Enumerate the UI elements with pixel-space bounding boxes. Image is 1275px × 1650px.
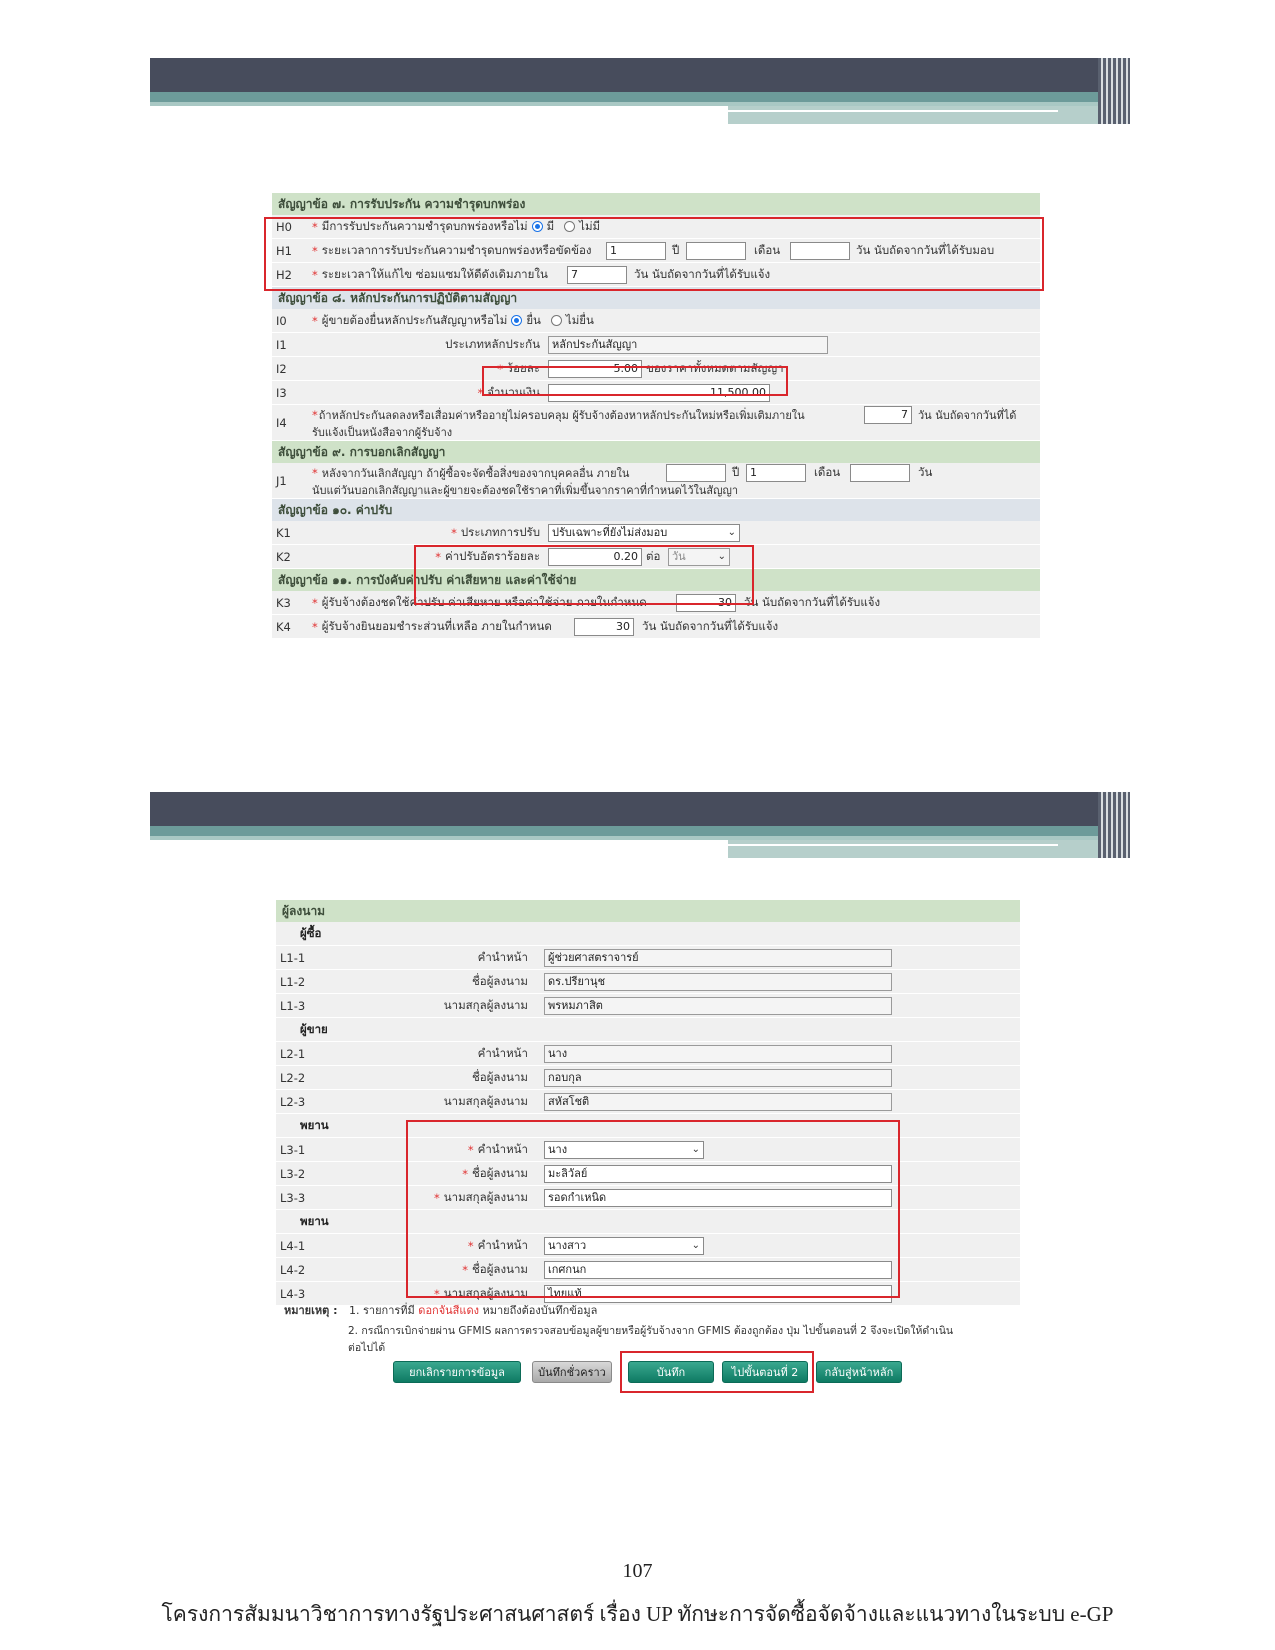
remark-2-cont: ต่อไปได้ [348,1342,386,1354]
row-l2-3 [276,1090,1020,1114]
buyer-lastname-field: พรหมภาสิต [544,997,892,1015]
row-code: K3 [276,595,291,610]
section-10-penalty: สัญญาข้อ ๑๐. ค่าปรับ [272,499,1040,521]
row-l3-1: L3-1 * คำนำหน้า นาง ⌄ [276,1138,1020,1162]
group-title: ผู้ซื้อ [300,925,322,940]
field-label: ร้อยละ [506,360,540,375]
penalty-payment-days-input[interactable]: 30 [676,594,736,612]
seller-firstname-field: กอบกุล [544,1069,892,1087]
save-draft-button[interactable]: บันทึกชั่วคราว [532,1361,612,1383]
field-label: ชื่อผู้ลงนาม [471,1069,528,1084]
field-label: คำนำหน้า [477,1045,528,1060]
field-label: ประเภทหลักประกัน [445,336,540,351]
radio-label: ไม่มี [579,218,601,233]
unit-label: วัน นับถัดจากวันที่ได้รับแจ้ง [744,594,881,609]
row-code: K1 [276,525,291,540]
field-label: จำนวนเงิน [487,384,540,399]
cancel-data-button[interactable]: ยกเลิกรายการข้อมูล [393,1361,521,1383]
row-j1: J1 * หลังจากวันเลิกสัญญา ถ้าผู้ซื้อจะจัดซื้อสิ่งของจากบุคคลอื่น ภายใน ปี 1 เดือน วัน นับแต่วันบอกเลิกสัญญาและผู้ขายจะต้องชดใช้ราคาที่เพิ่มขึ้นจากราคาที่กำหนดไว้ในสัญญา [272,463,1040,499]
row-l4-3: L4-3 * นามสกุลผู้ลงนาม ไทยแท้ [276,1282,1020,1306]
row-code: L4-1 [280,1238,306,1253]
select-value: วัน [672,549,686,563]
row-h1: H1 * ระยะเวลาการรับประกันความชำรุดบกพร่องหรือขัดข้อง 1 ปี เดือน วัน นับถัดจากวันที่ได้รับมอบ [272,239,1040,263]
witness1-prefix-select[interactable] [544,1141,704,1159]
field-label: ประเภทการปรับ [460,524,540,539]
section-11-enforcement: สัญญาข้อ ๑๑. การบังคับค่าปรับ ค่าเสียหาย และค่าใช้จ่าย [272,569,1040,591]
field-label: คำนำหน้า [477,1237,528,1252]
field-label: คำนำหน้า [477,949,528,964]
unit-label: ของราคาทั้งหมดตามสัญญา [646,360,784,375]
penalty-unit-select[interactable] [668,548,730,566]
remarks [284,1301,1024,1319]
row-code: I0 [276,313,287,328]
row-code: I4 [276,415,287,430]
witness1-firstname-input[interactable]: มะลิวัลย์ [544,1165,892,1183]
field-label: ระยะเวลาให้แก้ไข ซ่อมแซมให้ดีดังเดิมภายใน [321,266,548,281]
row-i0: I0 * ผู้ขายต้องยื่นหลักประกันสัญญาหรือไม่ ยื่น ไม่ยื่น [272,309,1040,333]
radio-label: ไม่ยื่น [565,312,594,327]
row-code: H1 [276,243,292,258]
field-label-cont: รับแจ้งเป็นหนังสือจากผู้รับจ้าง [312,426,453,439]
row-code: L1-3 [280,998,306,1013]
row-code: L3-2 [280,1166,306,1181]
chevron-down-icon: ⌄ [691,1143,700,1155]
row-l2-1 [276,1042,1020,1066]
witness2-prefix-select[interactable] [544,1237,704,1255]
group-witness-1 [276,1114,1020,1138]
row-k4: K4 * ผู้รับจ้างยินยอมชำระส่วนที่เหลือ ภายในกำหนด 30 วัน นับถัดจากวันที่ได้รับแจ้ง [272,615,1040,639]
row-code: K4 [276,619,291,634]
chevron-down-icon: ⌄ [691,1239,700,1251]
page-footer: โครงการสัมมนาวิชาการทางรัฐประศาสนศาสตร์ เรื่อง UP ทักษะการจัดซื้อจัดจ้างและแนวทางในระบบ e-GP [161,1602,1114,1626]
select-value: นาง [548,1142,568,1156]
row-i4: I4 * ถ้าหลักประกันลดลงหรือเสื่อมค่าหรืออายุไม่ครอบคลุม ผู้รับจ้างต้องหาหลักประกันใหม่หรือเพิ่มเติมภายใน 7 วัน นับถัดจากวันที่ได้ รับแจ้งเป็นหนังสือจากผู้รับจ้าง [272,405,1040,441]
section-7-warranty: สัญญาข้อ ๗. การรับประกัน ความชำรุดบกพร่อง [272,193,1040,215]
replace-days-input[interactable]: 7 [864,406,912,424]
row-code: I3 [276,385,287,400]
row-code: H2 [276,267,292,282]
select-value: นางสาว [548,1238,587,1252]
row-code: L3-1 [280,1142,306,1157]
row-code: L2-3 [280,1094,306,1109]
field-label: ชื่อผู้ลงนาม [471,1165,528,1180]
witness2-lastname-input[interactable]: ไทยแท้ [544,1285,892,1303]
slide-banner-bottom [150,792,1130,858]
row-code: L3-3 [280,1190,306,1205]
group-title: พยาน [300,1117,329,1132]
radio-guarantee-yes[interactable] [511,315,522,326]
field-label: ชื่อผู้ลงนาม [471,1261,528,1276]
row-code: L2-1 [280,1046,306,1061]
section-9-termination: สัญญาข้อ ๙. การบอกเลิกสัญญา [272,441,1040,463]
unit-label: วัน นับถัดจากวันที่ได้รับแจ้ง [634,266,771,281]
radio-guarantee-no[interactable] [551,315,562,326]
save-button[interactable]: บันทึก [628,1361,714,1383]
row-code: L1-2 [280,974,306,989]
row-k2: K2 * ค่าปรับอัตราร้อยละ 0.20 ต่อ วัน ⌄ [272,545,1040,569]
row-code: H0 [276,219,292,234]
termination-year-input[interactable] [666,464,726,482]
row-code: J1 [276,473,287,488]
row-k3: K3 * ผู้รับจ้างต้องชดใช้ค่าปรับ ค่าเสียหาย หรือค่าใช้จ่าย ภายในกำหนด 30 วัน นับถัดจากวันที่ได้รับแจ้ง [272,591,1040,615]
warranty-day-input[interactable] [790,242,850,260]
field-label: ค่าปรับอัตราร้อยละ [445,548,540,563]
slide-banner-top [150,58,1130,124]
remark-1: 1. รายการที่มี [349,1304,415,1317]
field-label: คำนำหน้า [477,1141,528,1156]
row-h0: H0 * มีการรับประกันความชำรุดบกพร่องหรือไม่ มี ไม่มี [272,215,1040,239]
field-label: นามสกุลผู้ลงนาม [443,1093,528,1108]
warranty-year-input[interactable]: 1 [606,242,666,260]
field-label: นามสกุลผู้ลงนาม [443,1189,528,1204]
field-label: ผู้รับจ้างยินยอมชำระส่วนที่เหลือ ภายในกำหนด [321,618,552,633]
row-l4-1: L4-1 * คำนำหน้า นางสาว ⌄ [276,1234,1020,1258]
remaining-payment-days-input[interactable]: 30 [574,618,634,636]
unit-label: วัน นับถัดจากวันที่ได้รับแจ้ง [642,618,779,633]
unit-label: วัน [918,465,933,479]
row-i1 [272,333,1040,357]
unit-label: วัน นับถัดจากวันที่ได้รับมอบ [856,242,995,257]
field-label: หลังจากวันเลิกสัญญา ถ้าผู้ซื้อจะจัดซื้อสิ่งของจากบุคคลอื่น ภายใน [321,467,630,480]
row-code: K2 [276,549,291,564]
row-code: L4-2 [280,1262,306,1277]
page-number: 107 [622,1560,653,1582]
back-home-button[interactable]: กลับสู่หน้าหลัก [816,1361,902,1383]
row-i3: I3 * จำนวนเงิน 11,500.00 [272,381,1040,405]
group-witness-2 [276,1210,1020,1234]
field-label: ระยะเวลาการรับประกันความชำรุดบกพร่องหรือขัดข้อง [321,242,592,257]
row-h2: H2 * ระยะเวลาให้แก้ไข ซ่อมแซมให้ดีดังเดิมภายใน 7 วัน นับถัดจากวันที่ได้รับแจ้ง [272,263,1040,287]
field-label: ผู้รับจ้างต้องชดใช้ค่าปรับ ค่าเสียหาย หรือค่าใช้จ่าย ภายในกำหนด [321,594,647,609]
amount-input[interactable]: 11,500.00 [548,384,770,402]
unit-label: เดือน [814,465,841,479]
select-value: ปรับเฉพาะที่ยังไม่ส่งมอบ [552,525,668,539]
field-label: ชื่อผู้ลงนาม [471,973,528,988]
unit-label: ปี [732,465,740,479]
group-title: พยาน [300,1213,329,1228]
field-label: ผู้ขายต้องยื่นหลักประกันสัญญาหรือไม่ [321,312,508,327]
buyer-prefix-field: ผู้ช่วยศาสตราจารย์ [544,949,892,967]
seller-prefix-field: นาง [544,1045,892,1063]
row-l4-2: L4-2 * ชื่อผู้ลงนาม เกศกนก [276,1258,1020,1282]
section-8-guarantee: สัญญาข้อ ๘. หลักประกันการปฏิบัติตามสัญญา [272,287,1040,309]
penalty-type-select[interactable] [548,524,740,542]
row-l1-3 [276,994,1020,1018]
remarks-label: หมายเหตุ : [284,1304,338,1317]
remark-2: 2. กรณีการเบิกจ่ายผ่าน GFMIS ผลการตรวจสอบข้อมูลผู้ขายหรือผู้รับจ้างจาก GFMIS ต้องถูกต้อง ปุ่ม ไปขั้นตอนที่ 2 จึงจะเปิดให้ดำเนิน [348,1325,954,1337]
group-title: ผู้ขาย [300,1021,328,1036]
contract-terms-form [272,193,1040,639]
row-code: I1 [276,337,287,352]
warranty-month-input[interactable] [686,242,746,260]
termination-day-input[interactable] [850,464,910,482]
remark-1-end: หมายถึงต้องบันทึกข้อมูล [482,1304,598,1317]
row-k1: K1 * ประเภทการปรับ ปรับเฉพาะที่ยังไม่ส่งมอบ ⌄ [272,521,1040,545]
field-label: ถ้าหลักประกันลดลงหรือเสื่อมค่าหรืออายุไม่ครอบคลุม ผู้รับจ้างต้องหาหลักประกันใหม่หรือเพิ่มเติมภายใน [318,409,805,422]
section-signatories: ผู้ลงนาม [276,900,1020,922]
field-label: นามสกุลผู้ลงนาม [443,1285,528,1300]
radio-label: มี [546,218,555,233]
percent-input[interactable]: 5.00 [548,360,642,378]
remark-2-block [348,1323,1028,1357]
unit-label: เดือน [754,242,781,257]
chevron-down-icon: ⌄ [717,550,726,562]
penalty-rate-input[interactable]: 0.20 [548,548,642,566]
chevron-down-icon: ⌄ [727,526,736,538]
row-l1-2 [276,970,1020,994]
radio-label: ยื่น [526,312,541,327]
row-code: L4-3 [280,1286,306,1301]
unit-label: วัน นับถัดจากวันที่ได้ [918,409,1017,422]
row-l3-3: L3-3 * นามสกุลผู้ลงนาม รอดกำเหนิด [276,1186,1020,1210]
unit-label: ต่อ [646,548,661,563]
unit-label: ปี [672,242,680,257]
group-buyer [276,922,1020,946]
termination-month-input[interactable]: 1 [746,464,806,482]
row-code: I2 [276,361,287,376]
repair-days-input[interactable]: 7 [567,266,627,284]
field-label: มีการรับประกันความชำรุดบกพร่องหรือไม่ [321,218,528,233]
field-label-cont: นับแต่วันบอกเลิกสัญญาและผู้ขายจะต้องชดใช้ราคาที่เพิ่มขึ้นจากราคาที่กำหนดไว้ในสัญญา [312,484,739,497]
signatory-form [276,900,1020,1306]
seller-lastname-field: สหัสโชติ [544,1093,892,1111]
buyer-firstname-field: ดร.ปรียานุช [544,973,892,991]
field-label: นามสกุลผู้ลงนาม [443,997,528,1012]
row-code: L1-1 [280,950,306,965]
row-i2: I2 * ร้อยละ 5.00 ของราคาทั้งหมดตามสัญญา [272,357,1040,381]
remark-1-red: ดอกจันสีแดง [418,1304,479,1317]
group-seller [276,1018,1020,1042]
witness1-lastname-input[interactable]: รอดกำเหนิด [544,1189,892,1207]
row-l2-2 [276,1066,1020,1090]
next-step-2-button[interactable]: ไปขั้นตอนที่ 2 [722,1361,808,1383]
radio-warranty-no[interactable] [564,221,575,232]
guarantee-type-field: หลักประกันสัญญา [548,336,828,354]
row-l3-2: L3-2 * ชื่อผู้ลงนาม มะลิวัลย์ [276,1162,1020,1186]
row-l1-1 [276,946,1020,970]
witness2-firstname-input[interactable]: เกศกนก [544,1261,892,1279]
row-code: L2-2 [280,1070,306,1085]
radio-warranty-yes[interactable] [532,221,543,232]
